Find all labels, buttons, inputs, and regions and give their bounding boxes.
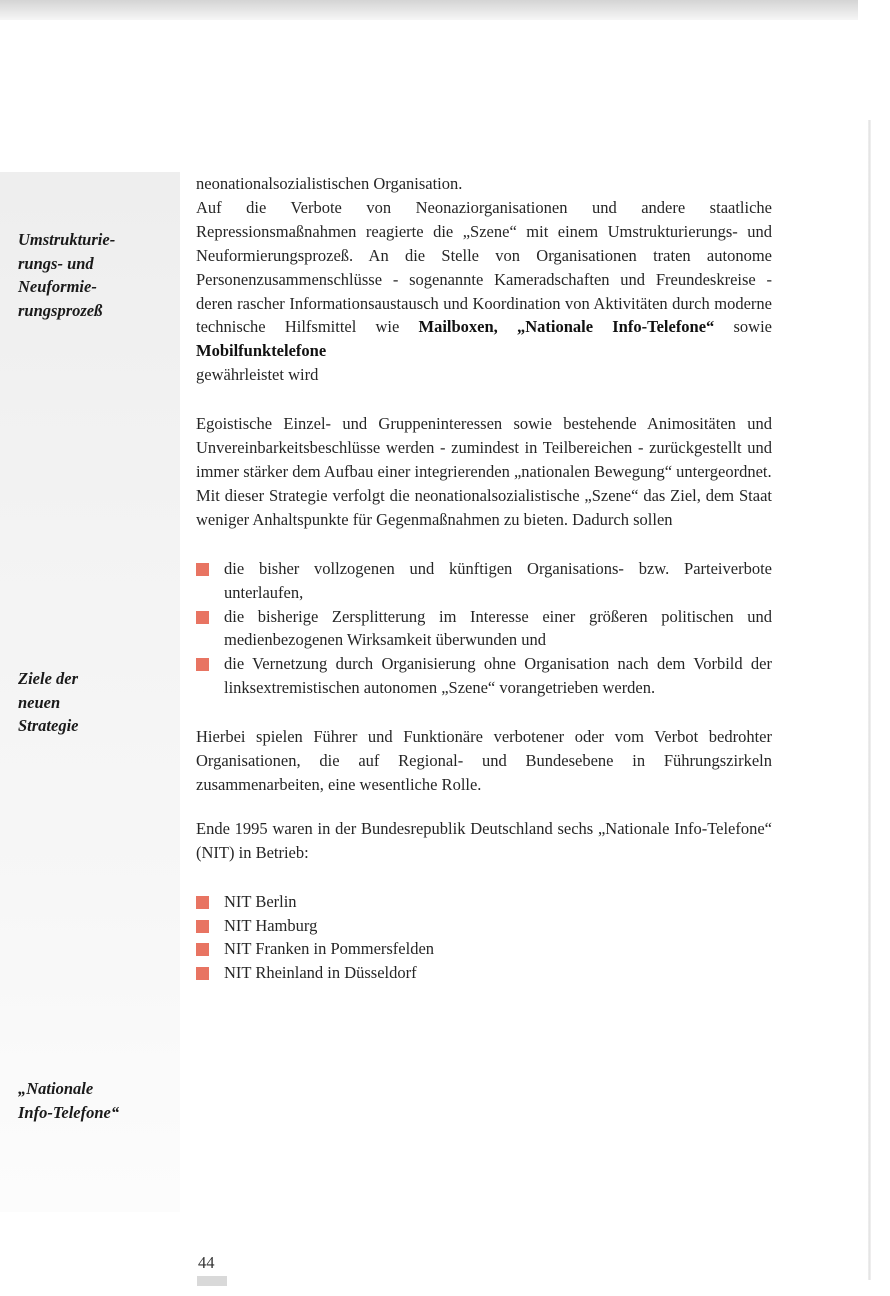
paragraph-3: Egoistische Einzel- und Gruppeninteressen sowie bestehende Animositäten und Unvereinbarkeitsbeschlüsse werden - zumindest in Teilbereichen - zurückgestellt und immer stärker dem Aufbau einer integrierenden „nationalen Bewegung“ untergeordnet.: [196, 414, 772, 481]
list-item-text: die bisherige Zersplitterung im Interesse einer größeren politischen und medienbezogenen Wirksamkeit überwunden und: [224, 606, 772, 650]
bullet-square-icon: [196, 658, 209, 671]
list-item: [196, 890, 772, 914]
margin-note-text: Umstrukturie- rungs- und Neuformie- rungsprozeß: [18, 230, 116, 320]
page-number: 44: [198, 1253, 215, 1272]
list-item-text: NIT Franken in Pommersfelden: [224, 939, 435, 959]
list-item: [196, 605, 772, 653]
list-item-text: die Vernetzung durch Organisierung ohne Organisation nach dem Vorbild der linksextremistischen autonomen „Szene“ vorangetrieben werden.: [224, 654, 772, 698]
list-item: [196, 914, 772, 938]
margin-note-goals: [18, 667, 168, 738]
list-item-text: die bisher vollzogenen und künftigen Organisations- bzw. Parteiverbote unterlaufen,: [224, 558, 772, 602]
list-item: [196, 557, 772, 605]
page-number-bar: [197, 1276, 227, 1286]
paragraph-4: Mit dieser Strategie verfolgt die neonationalsozialistische „Szene“ das Ziel, dem Staat weniger Anhaltspunkte für Gegenmaßnahmen zu bieten. Dadurch sollen: [196, 485, 772, 529]
paragraph-2-bold-2: Mobilfunktelefone: [196, 341, 327, 361]
paragraph-2-bold-1: Mailboxen, „Nationale Info-Telefone“: [418, 317, 715, 337]
bullet-square-icon: [196, 943, 209, 956]
bullet-square-icon: [196, 920, 209, 933]
margin-note-restructuring: [18, 228, 168, 322]
nit-list: [196, 890, 772, 986]
margin-note-text: „Nationale Info-Telefone“: [18, 1079, 120, 1122]
bullet-square-icon: [196, 896, 209, 909]
bullet-square-icon: [196, 967, 209, 980]
list-item: [196, 652, 772, 700]
list-item-text: NIT Hamburg: [224, 915, 318, 935]
list-item: [196, 937, 772, 961]
list-item-text: NIT Berlin: [224, 891, 297, 911]
paragraph-5: Hierbei spielen Führer und Funktionäre verbotener oder vom Verbot bedrohter Organisationen, die auf Regional- und Bundesebene in Führungszirkeln zusammenarbeiten, eine wesentliche Rolle.: [196, 727, 772, 794]
paragraph-2-intro: Auf die Verbote von Neonaziorganisationen und andere staatliche Repressionsmaßnahmen reagierte die „Szene“ mit einem Umstrukturierungs- und Neuformierungsprozeß. An die Stelle von Organisationen traten autonome Personenzusammenschlüsse - sogenannte Kameradschaften und Freundeskreise - deren rascher Informationsaustausch und Koordination von Aktivitäten durch moderne technische Hilfsmittel wie: [196, 197, 772, 337]
scan-right-edge: [868, 120, 871, 1280]
main-text: [196, 172, 772, 985]
paragraph-2-mid: sowie: [714, 317, 772, 337]
list-item-text: NIT Rheinland in Düsseldorf: [224, 963, 417, 983]
bullet-square-icon: [196, 563, 209, 576]
list-item: [196, 961, 772, 985]
paragraph-1: neonationalsozialistischen Organisation.: [196, 174, 463, 193]
margin-note-text: Ziele der neuen Strategie: [18, 669, 79, 735]
paragraph-2: [196, 196, 772, 387]
bullet-square-icon: [196, 611, 209, 624]
goals-list: [196, 557, 772, 700]
paragraph-6: Ende 1995 waren in der Bundesrepublik Deutschland sechs „Nationale Info-Telefone“ (NIT) in Betrieb:: [196, 818, 772, 862]
scan-top-edge: [0, 0, 858, 20]
paragraph-2-end: gewährleistet wird: [196, 365, 319, 385]
margin-note-info-phones: [18, 1077, 168, 1124]
